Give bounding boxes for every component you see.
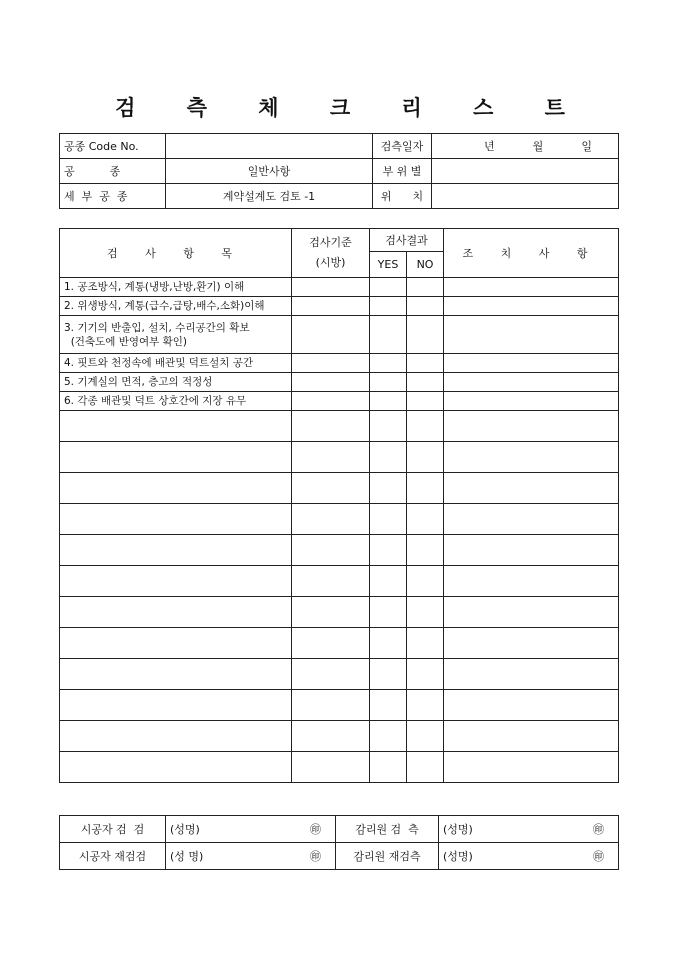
empty-row: [60, 411, 619, 442]
detail-label: 세 부 공 종: [60, 184, 166, 209]
no-cell[interactable]: [407, 354, 444, 373]
date-day-label: 일: [581, 140, 592, 153]
date-value: [432, 134, 619, 159]
action-cell[interactable]: [444, 392, 619, 411]
empty-row: [60, 597, 619, 628]
empty-row: [60, 659, 619, 690]
standard-cell[interactable]: [292, 278, 370, 297]
empty-row: [60, 752, 619, 783]
col-standard-label: 검사기준: [309, 236, 352, 249]
date-year-label: 년: [484, 140, 495, 153]
location-value: [432, 184, 619, 209]
action-cell[interactable]: [444, 659, 619, 690]
standard-cell[interactable]: [292, 411, 370, 442]
item-cell[interactable]: [60, 535, 292, 566]
no-cell[interactable]: [407, 442, 444, 473]
standard-cell[interactable]: [292, 316, 370, 354]
item-text: 4. 핏트와 천정속에 배관및 덕트설치 공간: [60, 354, 292, 373]
action-cell[interactable]: [444, 752, 619, 783]
supervisor-reinspect-label: 감리원 재검측: [336, 843, 439, 870]
standard-cell[interactable]: [292, 392, 370, 411]
item-cell[interactable]: [60, 442, 292, 473]
yes-cell[interactable]: [370, 278, 407, 297]
item-text: 2. 위생방식, 계통(급수,급탕,배수,소화)이해: [60, 297, 292, 316]
item-cell[interactable]: [60, 473, 292, 504]
work-value: 일반사항: [166, 159, 373, 184]
part-label: 부 위 별: [373, 159, 432, 184]
empty-row: [60, 504, 619, 535]
no-cell[interactable]: [407, 473, 444, 504]
supervisor-inspect-name[interactable]: (성명): [439, 816, 569, 843]
header-row-code: [60, 134, 619, 159]
action-cell[interactable]: [444, 411, 619, 442]
no-cell[interactable]: [407, 504, 444, 535]
col-yes-header: YES: [370, 252, 407, 278]
contractor-reinspect-label: 시공자 재검검: [60, 843, 166, 870]
no-cell[interactable]: [407, 297, 444, 316]
empty-row: [60, 535, 619, 566]
checklist-body: [60, 278, 619, 783]
item-text: 5. 기계실의 면적, 층고의 적정성: [60, 373, 292, 392]
checklist-table: [59, 228, 619, 783]
page-title: 검 측 체 크 리 스 트: [115, 95, 587, 120]
standard-cell[interactable]: [292, 659, 370, 690]
empty-row: [60, 690, 619, 721]
action-cell[interactable]: [444, 628, 619, 659]
item-cell[interactable]: [60, 690, 292, 721]
yes-cell[interactable]: [370, 597, 407, 628]
standard-cell[interactable]: [292, 721, 370, 752]
table-row: [60, 392, 619, 411]
no-cell[interactable]: [407, 752, 444, 783]
action-cell[interactable]: [444, 373, 619, 392]
action-cell[interactable]: [444, 690, 619, 721]
contractor-inspect-name[interactable]: (성명): [166, 816, 286, 843]
no-cell[interactable]: [407, 316, 444, 354]
header-table: [59, 133, 619, 209]
standard-cell[interactable]: [292, 752, 370, 783]
header-row-work: [60, 159, 619, 184]
item-text: 3. 기기의 반출입, 설치, 수리공간의 확보 (건축도에 반영여부 확인): [60, 316, 292, 354]
yes-cell[interactable]: [370, 411, 407, 442]
yes-cell[interactable]: [370, 752, 407, 783]
standard-cell[interactable]: [292, 535, 370, 566]
header-row-detail: [60, 184, 619, 209]
action-cell[interactable]: [444, 597, 619, 628]
action-cell[interactable]: [444, 442, 619, 473]
empty-row: [60, 721, 619, 752]
item-cell[interactable]: [60, 411, 292, 442]
yes-cell[interactable]: [370, 373, 407, 392]
col-item-header: 검 사 항 목: [60, 229, 292, 278]
contractor-inspect-label: 시공자 검 검: [60, 816, 166, 843]
location-label: 위 치: [373, 184, 432, 209]
contractor-reinspect-name[interactable]: (성 명): [166, 843, 286, 870]
contractor-inspect-stamp: ㊞: [286, 816, 336, 843]
empty-row: [60, 628, 619, 659]
yes-cell[interactable]: [370, 628, 407, 659]
yes-cell[interactable]: [370, 535, 407, 566]
no-cell[interactable]: [407, 535, 444, 566]
yes-cell[interactable]: [370, 392, 407, 411]
yes-cell[interactable]: [370, 721, 407, 752]
no-cell[interactable]: [407, 628, 444, 659]
supervisor-inspect-stamp: ㊞: [569, 816, 619, 843]
item-cell[interactable]: [60, 566, 292, 597]
work-code-value: [166, 134, 373, 159]
no-cell[interactable]: [407, 392, 444, 411]
standard-cell[interactable]: [292, 354, 370, 373]
yes-cell[interactable]: [370, 316, 407, 354]
action-cell[interactable]: [444, 566, 619, 597]
standard-cell[interactable]: [292, 628, 370, 659]
yes-cell[interactable]: [370, 354, 407, 373]
table-row: [60, 297, 619, 316]
action-cell[interactable]: [444, 316, 619, 354]
empty-row: [60, 566, 619, 597]
no-cell[interactable]: [407, 597, 444, 628]
no-cell[interactable]: [407, 566, 444, 597]
work-code-label: 공종 Code No.: [60, 134, 166, 159]
action-cell[interactable]: [444, 354, 619, 373]
yes-cell[interactable]: [370, 690, 407, 721]
no-cell[interactable]: [407, 373, 444, 392]
action-cell[interactable]: [444, 278, 619, 297]
standard-cell[interactable]: [292, 597, 370, 628]
yes-cell[interactable]: [370, 504, 407, 535]
yes-cell[interactable]: [370, 566, 407, 597]
action-cell[interactable]: [444, 535, 619, 566]
no-cell[interactable]: [407, 721, 444, 752]
signature-row-2: [60, 843, 619, 870]
yes-cell[interactable]: [370, 659, 407, 690]
item-cell[interactable]: [60, 597, 292, 628]
yes-cell[interactable]: [370, 297, 407, 316]
no-cell[interactable]: [407, 278, 444, 297]
supervisor-reinspect-stamp: ㊞: [569, 843, 619, 870]
action-cell[interactable]: [444, 721, 619, 752]
table-row: [60, 354, 619, 373]
table-row: [60, 278, 619, 297]
standard-cell[interactable]: [292, 504, 370, 535]
item-text: 1. 공조방식, 계통(냉방,난방,환기) 이해: [60, 278, 292, 297]
item-text: 6. 각종 배관및 덕트 상호간에 지장 유무: [60, 392, 292, 411]
standard-cell[interactable]: [292, 473, 370, 504]
no-cell[interactable]: [407, 411, 444, 442]
standard-cell[interactable]: [292, 373, 370, 392]
table-row: [60, 316, 619, 354]
col-standard-header: [292, 229, 370, 278]
signature-table: [59, 815, 619, 870]
checklist-header-row: [60, 229, 619, 252]
standard-cell[interactable]: [292, 690, 370, 721]
empty-row: [60, 442, 619, 473]
col-action-header: 조 치 사 항: [444, 229, 619, 278]
yes-cell[interactable]: [370, 442, 407, 473]
signature-row-1: [60, 816, 619, 843]
item-cell[interactable]: [60, 659, 292, 690]
date-label: 검측일자: [373, 134, 432, 159]
date-month-label: 월: [532, 140, 544, 153]
work-label: 공 종: [60, 159, 166, 184]
no-cell[interactable]: [407, 690, 444, 721]
detail-value: 계약설계도 검토 -1: [166, 184, 373, 209]
item-cell[interactable]: [60, 721, 292, 752]
yes-cell[interactable]: [370, 473, 407, 504]
action-cell[interactable]: [444, 297, 619, 316]
item-cell[interactable]: [60, 628, 292, 659]
standard-cell[interactable]: [292, 297, 370, 316]
col-result-header: 검사결과: [370, 229, 444, 252]
action-cell[interactable]: [444, 504, 619, 535]
item-cell[interactable]: [60, 504, 292, 535]
table-row: [60, 373, 619, 392]
item-cell[interactable]: [60, 752, 292, 783]
col-standard-sub: (시방): [315, 256, 346, 269]
empty-row: [60, 473, 619, 504]
standard-cell[interactable]: [292, 442, 370, 473]
part-value: [432, 159, 619, 184]
action-cell[interactable]: [444, 473, 619, 504]
supervisor-reinspect-name[interactable]: (성명): [439, 843, 569, 870]
contractor-reinspect-stamp: ㊞: [286, 843, 336, 870]
no-cell[interactable]: [407, 659, 444, 690]
supervisor-inspect-label: 감리원 검 측: [336, 816, 439, 843]
col-no-header: NO: [407, 252, 444, 278]
standard-cell[interactable]: [292, 566, 370, 597]
